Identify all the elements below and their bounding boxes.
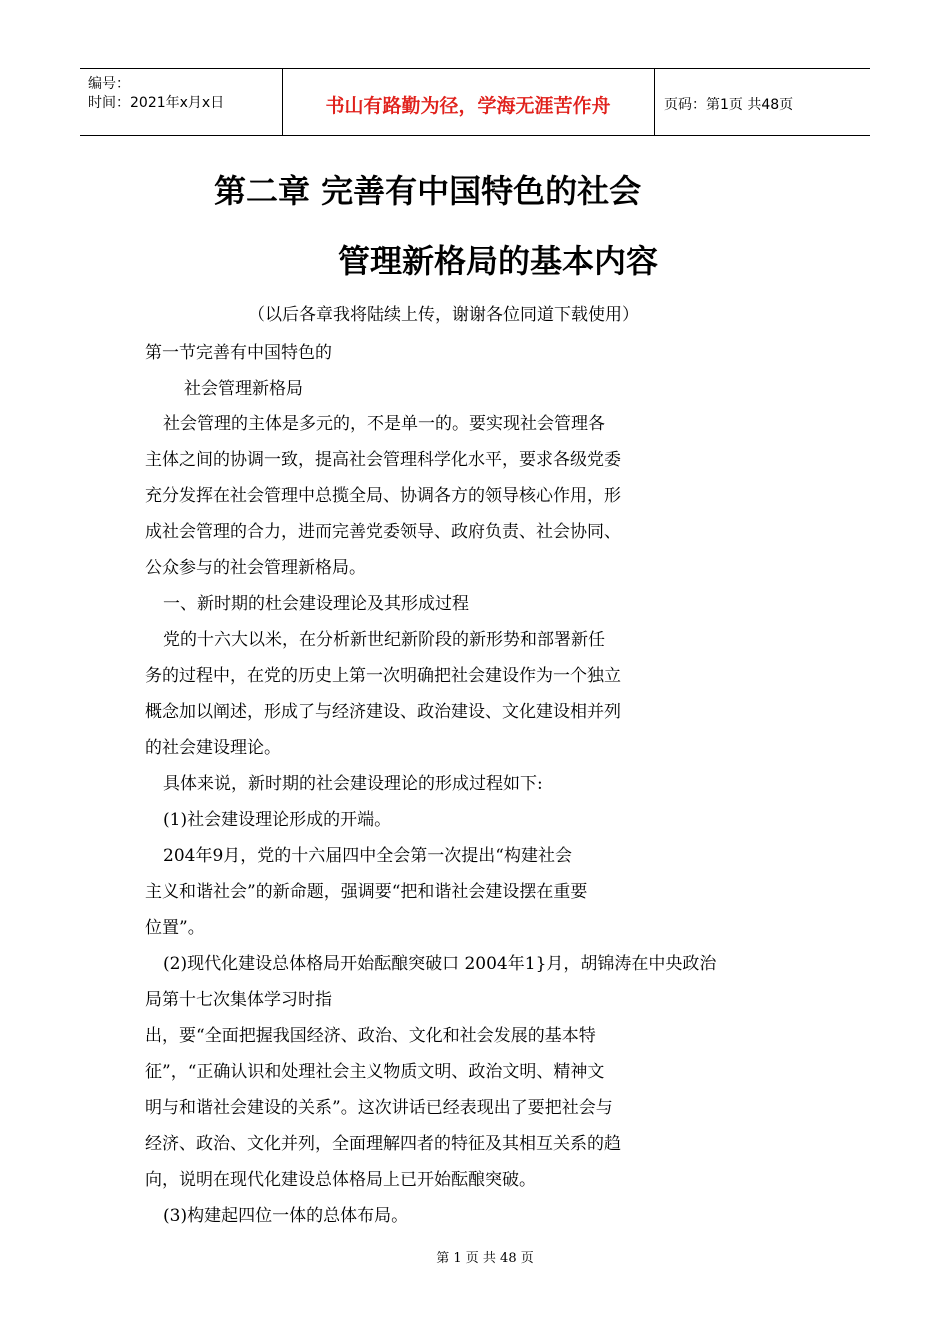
paragraph-line: 概念加以阐述，形成了与经济建设、政治建设、文化建设相并列	[145, 702, 621, 722]
paragraph-line: 的社会建设理论。	[145, 738, 281, 758]
paragraph-line: 务的过程中，在党的历史上第一次明确把社会建设作为一个独立	[145, 666, 621, 686]
header-motto-cell	[282, 69, 655, 135]
number-label: 编号：	[88, 76, 130, 92]
paragraph-line: 明与和谐社会建设的关系”。这次讲话已经表现出了要把社会与	[145, 1098, 613, 1118]
date-label: 时间：2021年x月x日	[88, 95, 225, 111]
subsection-heading: 一、新时期的杜会建设理论及其形成过程	[163, 594, 469, 614]
header-meta-cell	[80, 69, 283, 135]
paragraph-line: 具体来说，新时期的社会建设理论的形成过程如下:	[163, 774, 543, 794]
list-item-heading: (1)社会建设理论形成的开端。	[163, 810, 392, 830]
header-page-cell	[654, 69, 870, 135]
paragraph-line: 社会管理的主体是多元的，不是单一的。要实现社会管理各	[163, 414, 605, 434]
paragraph-line: 向，说明在现代化建设总体格局上已开始酝酿突破。	[145, 1170, 536, 1190]
page-header	[80, 68, 870, 136]
chapter-title-line2: 管理新格局的基本内容	[338, 242, 659, 280]
motto-text: 书山有路勤为径，学海无涯苦作舟	[325, 95, 611, 117]
page-footer: 第 1 页 共 48 页	[436, 1251, 534, 1266]
page-info: 页码：第1页 共48页	[664, 97, 794, 113]
paragraph-line: 出，要“全面把握我国经济、政治、文化和社会发展的基本特	[145, 1026, 596, 1046]
paragraph-line: 主义和谐社会”的新命题，强调要“把和谐社会建设摆在重要	[145, 882, 588, 902]
paragraph-line: 位置”。	[145, 918, 205, 938]
list-item-heading: (3)构建起四位一体的总体布局。	[163, 1206, 409, 1226]
list-item-heading: (2)现代化建设总体格局开始酝酿突破口 2004年1}月，胡锦涛在中央政治	[163, 954, 717, 974]
section-heading-line1: 第一节完善有中国特色的	[145, 343, 332, 363]
chapter-title-line1: 第二章 完善有中国特色的社会	[214, 172, 642, 210]
paragraph-line: 成社会管理的合力，进而完善党委领导、政府负责、社会协同、	[145, 522, 621, 542]
paragraph-line: 充分发挥在社会管理中总揽全局、协调各方的领导核心作用，形	[145, 486, 621, 506]
paragraph-line: 征”，“正确认识和处理社会主义物质文明、政治文明、精神文	[145, 1062, 605, 1082]
paragraph-line: 局第十七次集体学习时指	[145, 990, 332, 1010]
paragraph-line: 公众参与的社会管理新格局。	[145, 558, 366, 578]
upload-note: （以后各章我将陆续上传，谢谢各位同道下载使用）	[248, 305, 639, 325]
paragraph-line: 主体之间的协调一致，提高社会管理科学化水平，要求各级党委	[145, 450, 621, 470]
paragraph-line: 204年9月，党的十六届四中全会第一次提出“构建社会	[163, 846, 572, 866]
paragraph-line: 经济、政治、文化并列，全面理解四者的特征及其相互关系的趋	[145, 1134, 621, 1154]
paragraph-line: 党的十六大以米，在分析新世纪新阶段的新形势和部署新任	[163, 630, 605, 650]
section-heading-line2: 社会管理新格局	[184, 379, 303, 399]
